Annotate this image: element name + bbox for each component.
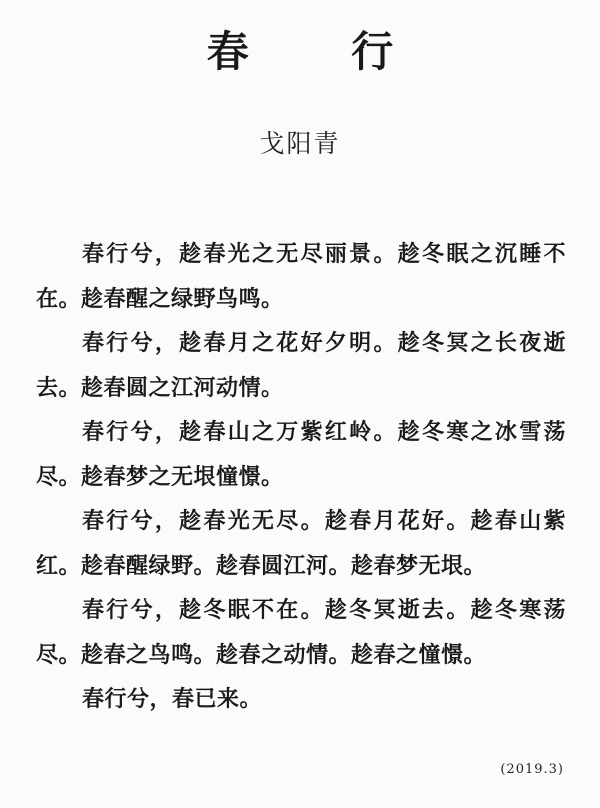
date-note: (2019.3) [500,762,564,777]
stanza-2: 春行兮，趁春月之花好夕明。趁冬冥之长夜逝去。趁春圆之江河动情。 [36,330,566,401]
stanza-5: 春行兮，趁冬眠不在。趁冬冥逝去。趁冬寒荡尽。趁春之鸟鸣。趁春之动情。趁春之憧憬。 [36,597,566,668]
stanza-1: 春行兮，趁春光之无尽丽景。趁冬眠之沉睡不在。趁春醒之绿野鸟鸣。 [36,241,566,312]
stanza-3: 春行兮，趁春山之万紫红岭。趁冬寒之冰雪荡尽。趁春梦之无垠憧憬。 [36,419,566,490]
poem-title: 春 行 [206,27,438,76]
author-name: 戈阳青 [259,129,341,158]
stanza-4: 春行兮，趁春光无尽。趁春月花好。趁春山紫红。趁春醒绿野。趁春圆江河。趁春梦无垠。 [36,508,566,579]
poem-body [36,232,566,722]
stanza-6: 春行兮，春已来。 [82,686,263,712]
